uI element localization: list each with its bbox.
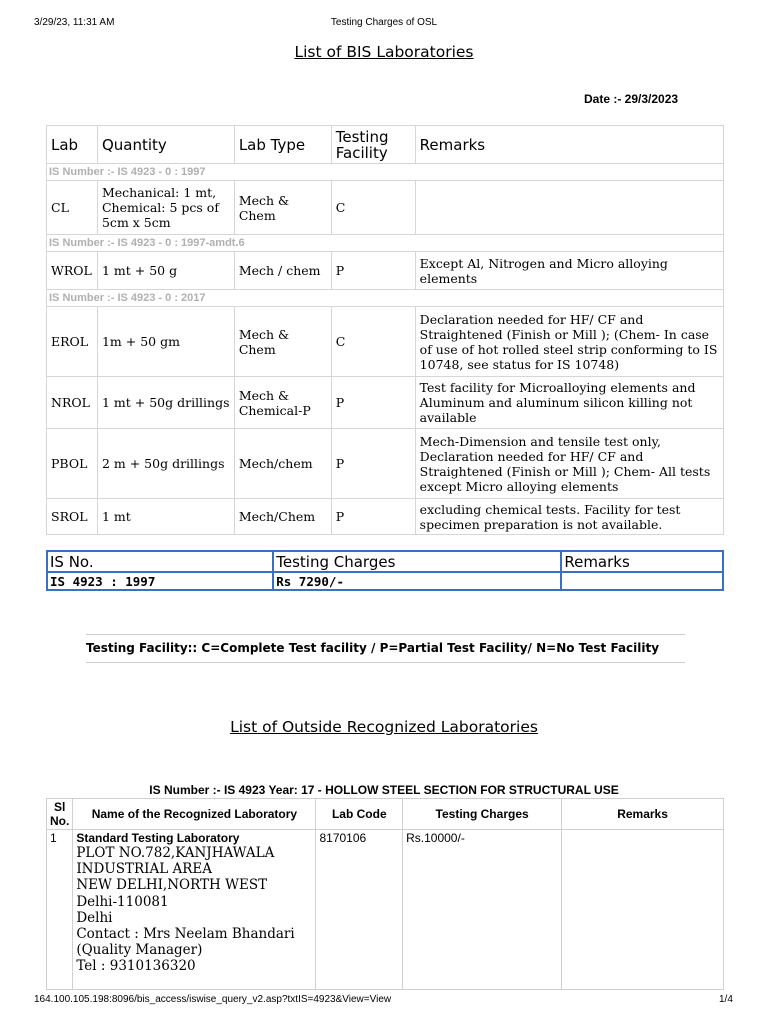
print-url: 164.100.105.198:8096/bis_access/iswise_query_v2.asp?txtIS=4923&View=View [34,994,392,1005]
remarks-cell: Declaration needed for HF/ CF and Straightened (Finish or Mill ); (Chem- In case of use of hot rolled steel strip conforming to IS 10748, see status for IS 10748) [415,307,723,377]
table-row [47,181,724,235]
col-header-lab-code: Lab Code [316,799,403,830]
col-header-lab-type: Lab Type [234,126,331,164]
outside-is-header: IS Number :- IS 4923 Year: 17 - HOLLOW STEEL SECTION FOR STRUCTURAL USE [149,783,619,797]
remarks-cell [415,181,723,235]
divider-bottom [86,662,685,663]
facility-cell: P [331,252,415,290]
lab-cell: PBOL [47,429,98,499]
lab-code-cell: 8170106 [316,830,403,990]
quantity-cell: 2 m + 50g drillings [97,429,234,499]
lab-type-cell: Mech / chem [234,252,331,290]
table-row [47,252,724,290]
table-row [47,377,724,429]
facility-legend: Testing Facility:: C=Complete Test facility / P=Partial Test Facility/ N=No Test Facility [86,641,660,655]
col-header-remarks: Remarks [415,126,723,164]
lab-telephone: Tel : 9310136320 [76,958,196,975]
lab-cell: NROL [47,377,98,429]
page-title: List of BIS Laboratories [294,43,474,61]
lab-name: Standard Testing Laboratory [76,831,240,845]
charges-remarks-cell [561,572,723,590]
facility-cell: C [331,307,415,377]
lab-cell: WROL [47,252,98,290]
is-number-label: IS Number :- IS 4923 - 0 : 1997 [47,164,724,181]
lab-type-cell: Mech/chem [234,429,331,499]
quantity-cell: 1 mt + 50 g [97,252,234,290]
outside-labs-title: List of Outside Recognized Laboratories [230,718,538,736]
outside-labs-table [46,798,724,990]
lab-type-cell: Mech & Chemical-P [234,377,331,429]
lab-contact: Contact : Mrs Neelam Bhandari [76,926,295,943]
table-row [47,307,724,377]
remarks-cell: Mech-Dimension and tensile test only, Declaration needed for HF/ CF and Straightened (Finish or Mill ); Chem- All tests except Micro alloying elements [415,429,723,499]
table-row [47,499,724,535]
quantity-cell: 1m + 50 gm [97,307,234,377]
is-no-cell: IS 4923 : 1997 [47,572,273,590]
charges-header-row [47,551,723,572]
remarks-cell: Except Al, Nitrogen and Micro alloying elements [415,252,723,290]
col-header-is-no: IS No. [47,551,273,572]
outside-header-row [47,799,724,830]
lab-cell: EROL [47,307,98,377]
sl-cell: 1 [47,830,73,990]
table-row [47,572,723,590]
table-row [47,830,724,990]
lab-address-line: PLOT NO.782,KANJHAWALA [76,845,275,861]
col-header-quantity: Quantity [97,126,234,164]
lab-cell: SROL [47,499,98,535]
is-number-label: IS Number :- IS 4923 - 0 : 2017 [47,290,724,307]
quantity-cell: 1 mt [97,499,234,535]
bis-labs-table [46,125,724,535]
lab-contact-role: (Quality Manager) [76,942,203,959]
col-header-lab: Lab [47,126,98,164]
is-number-label: IS Number :- IS 4923 - 0 : 1997-amdt.6 [47,235,724,252]
outside-remarks-cell [562,830,724,990]
lab-type-cell: Mech & Chem [234,181,331,235]
col-header-testing-charges: Testing Charges [273,551,561,572]
facility-cell: C [331,181,415,235]
lab-type-cell: Mech/Chem [234,499,331,535]
col-header-lab-name: Name of the Recognized Laboratory [73,799,316,830]
lab-address-line: Delhi [76,909,113,926]
print-page-title: Testing Charges of OSL [330,17,438,28]
lab-details-cell [73,830,316,990]
table-header-row [47,126,724,164]
print-page-number: 1/4 [719,994,733,1005]
facility-cell: P [331,429,415,499]
col-header-testing-facility: Testing Facility [331,126,415,164]
is-number-row [47,235,724,252]
charges-cell: Rs 7290/- [273,572,561,590]
quantity-cell: Mechanical: 1 mt, Chemical: 5 pcs of 5cm x 5cm [97,181,234,235]
col-header-sl-no: Sl No. [47,799,73,830]
remarks-cell: Test facility for Microalloying elements and Aluminum and aluminum silicon killing not available [415,377,723,429]
outside-charges-cell: Rs.10000/- [403,830,562,990]
lab-cell: CL [47,181,98,235]
remarks-cell: excluding chemical tests. Facility for test specimen preparation is not available. [415,499,723,535]
is-number-row [47,164,724,181]
is-number-row [47,290,724,307]
lab-address-line: Delhi-110081 [76,893,169,910]
lab-address-line: NEW DELHI,NORTH WEST [76,877,268,894]
col-header-charges-remarks: Remarks [561,551,723,572]
lab-address-line: INDUSTRIAL AREA [76,861,212,878]
quantity-cell: 1 mt + 50g drillings [97,377,234,429]
table-row [47,429,724,499]
print-timestamp: 3/29/23, 11:31 AM [34,17,115,28]
facility-cell: P [331,499,415,535]
col-header-outside-remarks: Remarks [562,799,724,830]
divider-top [86,634,685,635]
report-date: Date :- 29/3/2023 [584,92,679,106]
facility-cell: P [331,377,415,429]
col-header-outside-charges: Testing Charges [403,799,562,830]
lab-type-cell: Mech & Chem [234,307,331,377]
testing-charges-table [46,550,724,591]
